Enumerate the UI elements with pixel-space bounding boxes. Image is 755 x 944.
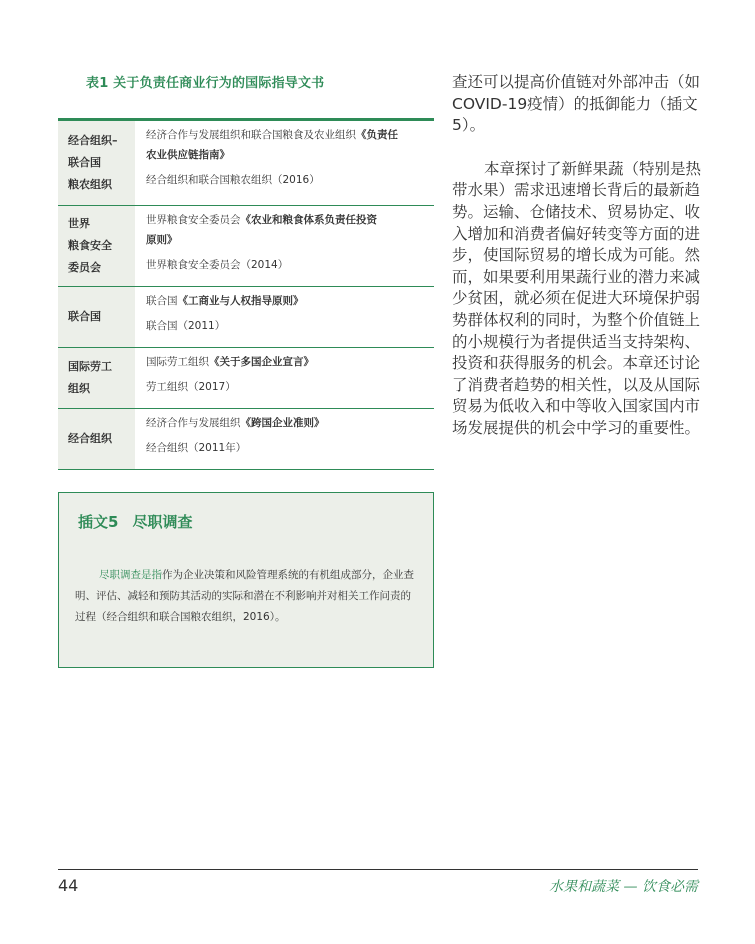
doc-source: 经合组织（2011年） [146, 442, 247, 454]
doc-title: 《工商业与人权指导原则》 [177, 295, 304, 307]
doc-source: 劳工组织（2017） [146, 381, 236, 393]
document-cell [135, 348, 434, 408]
org-line: 联合国 [68, 310, 101, 323]
org-cell [58, 287, 135, 347]
org-cell [58, 206, 135, 286]
doc-title: 《关于多国企业宣言》 [209, 356, 314, 368]
doc-author: 经济合作与发展组织 [146, 417, 241, 429]
table-row [58, 121, 434, 205]
org-line: 国际劳工 [68, 360, 112, 373]
doc-author: 世界粮食安全委员会 [146, 214, 241, 226]
doc-title: 《跨国企业准则》 [240, 417, 325, 429]
box-body [75, 565, 421, 628]
table-row [58, 286, 434, 347]
org-cell [58, 409, 135, 469]
org-line: 经合组织– [68, 134, 118, 147]
document-cell [135, 409, 434, 469]
org-line: 粮食安全 [68, 239, 112, 252]
doc-source: 联合国（2011） [146, 320, 226, 332]
doc-author: 经济合作与发展组织和联合国粮食及农业组织 [146, 129, 356, 141]
table-row [58, 408, 434, 469]
document-cell [135, 287, 434, 347]
table-title: 表1 关于负责任商业行为的国际指导文书 [86, 76, 325, 91]
page-number: 44 [58, 876, 79, 895]
box-heading: 尽职调查 [132, 513, 193, 531]
box-due-diligence [58, 492, 434, 668]
org-line: 世界 [68, 217, 90, 230]
doc-author: 国际劳工组织 [146, 356, 209, 368]
box-text: 作为企业决策和风险管理系统的有机组成部分，企业查明、评估、减轻和预防其活动的实际和潜在不利影响并对相关工作问责的过程（经合组织和联合国粮农组织，2016）。 [75, 569, 414, 623]
body-text-column [452, 72, 708, 440]
paragraph: 本章探讨了新鲜果蔬（特别是热带水果）需求迅速增长背后的最新趋势。运输、仓储技术、贸易协定、收入增加和消费者偏好转变等方面的进步，使国际贸易的增长成为可能。然而，如果要利用果蔬行业的潜力来减少贫困，就必须在促进大环境保护弱势群体权利的同时，为整个价值链上的小规模行为者提供适当支持架构、投资和获得服务的机会。本章还讨论了消费者趋势的相关性，以及从国际贸易为低收入和中等收入国家国内市场发展提供的机会中学习的重要性。 [452, 159, 702, 437]
footer-divider [58, 869, 698, 870]
doc-author: 联合国 [146, 295, 178, 307]
org-line: 经合组织 [68, 432, 112, 445]
org-line: 组织 [68, 382, 90, 395]
org-cell [58, 121, 135, 205]
org-cell [58, 348, 135, 408]
guidelines-table [58, 118, 434, 470]
org-line: 委员会 [68, 261, 101, 274]
org-line: 联合国 [68, 156, 101, 169]
doc-title: 《负责任 [356, 129, 398, 141]
doc-title: 原则》 [146, 234, 178, 246]
table-row [58, 205, 434, 286]
org-line: 粮农组织 [68, 178, 112, 191]
box-title [78, 511, 192, 532]
table-row [58, 347, 434, 408]
box-term: 尽职调查是指 [99, 569, 162, 581]
doc-source: 世界粮食安全委员会（2014） [146, 259, 289, 271]
box-label: 插文5 [78, 513, 119, 531]
publication-title: 水果和蔬菜 — 饮食必需 [549, 879, 698, 895]
doc-source: 经合组织和联合国粮农组织（2016） [146, 174, 320, 186]
document-cell [135, 121, 434, 205]
document-cell [135, 206, 434, 286]
doc-title: 《农业和粮食体系负责任投资 [240, 214, 377, 226]
paragraph: 查还可以提高价值链对外部冲击（如COVID-19疫情）的抵御能力（插文5）。 [452, 73, 701, 135]
doc-title: 农业供应链指南》 [146, 149, 230, 161]
